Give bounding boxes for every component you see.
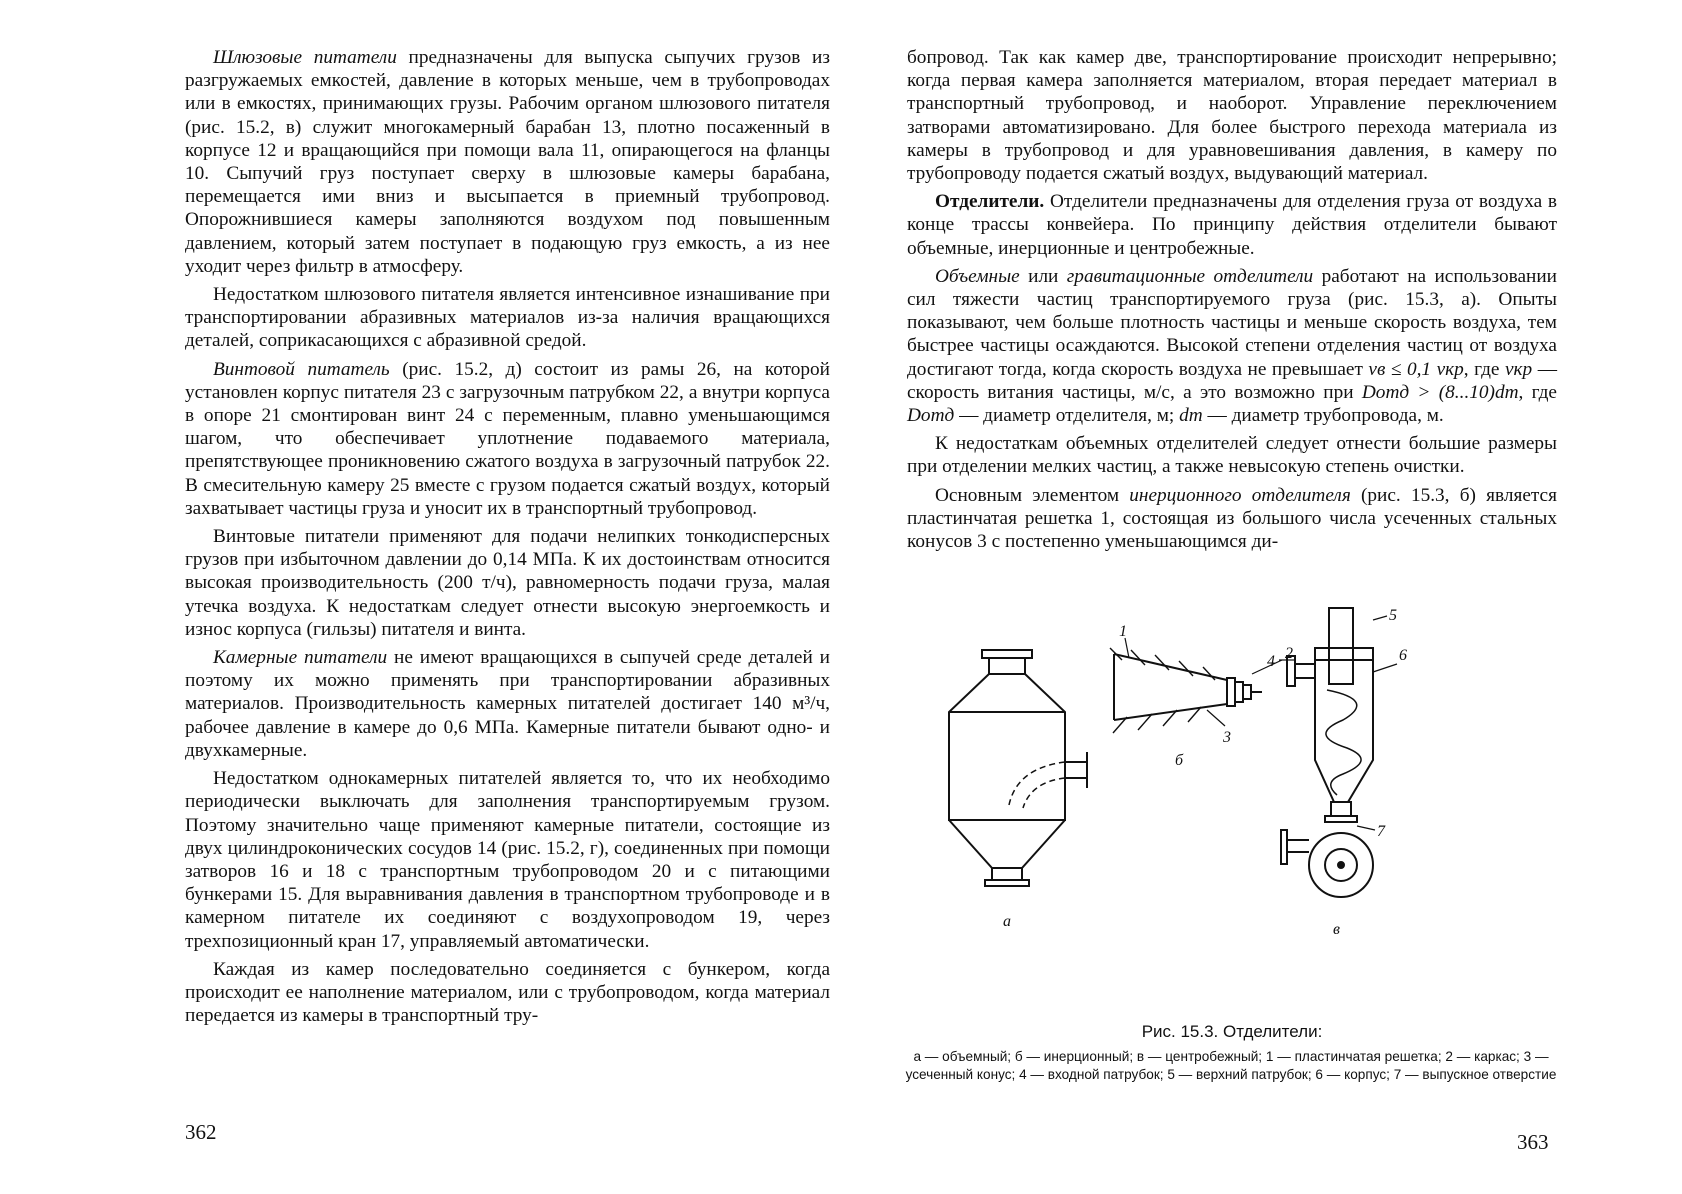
inertial-separator-drawing: [1110, 638, 1282, 733]
formula: vв ≤ 0,1 vкр: [1368, 358, 1464, 380]
figure-label-4: 4: [1267, 653, 1275, 670]
formula: Dотд > (8...10)dт: [1361, 381, 1519, 403]
figure-label-1: 1: [1119, 623, 1127, 640]
page-number: 362: [185, 1120, 217, 1144]
formula: dт: [1179, 405, 1203, 427]
figure-label-2: 2: [1285, 645, 1293, 662]
figure-label-7: 7: [1377, 823, 1385, 840]
paragraph: Недостатком шлюзового питателя является интенсивное изнашивание при транспортировании абразивных материалов из-за наличия вращающихся деталей, соприкасающихся с абразивной средой.: [185, 284, 830, 352]
paragraph: Отделители. Отделители предназначены для отделения груза от воздуха в конце трассы конвейера. По принципу действия отделители бывают объемные, инерционные и центробежные.: [907, 191, 1557, 259]
term-lead: Камерные питатели: [213, 647, 388, 669]
paragraph: Недостатком однокамерных питателей является то, что их необходимо периодически выключать для заполнения транспортируемым грузом. Поэтому значительно чаще применяют камерные питатели, состоящие из двух цилиндроконических сосудов 14 (рис. 15.2, г), соединенных при помощи затворов 16 и 18 с транспортным трубопроводом 20 и с питающими бункерами 15. Для выравнивания давления в транспортном трубопроводе и в камерном питателе их соединяют с воздухопроводом 19, через трехпозиционный кран 17, управляемый автоматически.: [185, 768, 830, 952]
paragraph: Каждая из камер последовательно соединяется с бункером, когда происходит ее наполнение материалом, или с трубопроводом, когда материал передается из камеры в транспортный тру-: [185, 958, 830, 1027]
figure-caption-title: Рис. 15.3. Отделители:: [1141, 1022, 1323, 1041]
paragraph: Объемные или гравитационные отделители работают на использовании сил тяжести частиц транспортируемого груза (рис. 15.3, а). Опыты показывают, чем больше плотность частицы и меньше скорость воздуха, тем быстрее частицы осаждаются. Высокой степени отделения частиц от воздуха достигают тогда, когда скорость воздуха не превышает vв ≤ 0,1 vкр, где vкр — скорость витания частицы, м/с, а это возможно при Dотд > (8...10)dт, где Dотд — диаметр отделителя, м; dт — диаметр трубопровода, м.: [907, 265, 1557, 427]
figure-caption-legend: а — объемный; б — инерционный; в — центробежный; 1 — пластинчатая решетка; 2 — каркас; 3 — усеченный конус; 4 — входной патрубок; 5 — верхний патрубок; 6 — корпус; 7 — выпускное отверстие: [905, 1049, 1557, 1082]
paragraph: Камерные питатели не имеют вращающихся в сыпучей среде деталей и поэтому их можно применять при транспортировании абразивных материалов. Производительность камерных питателей достигает 140 м³/ч, рабочее давление в камере до 0,6 МПа. Камерные питатели бывают одно- и двухкамерные.: [185, 647, 830, 761]
paragraph: Винтовой питатель (рис. 15.2, д) состоит из рамы 26, на которой установлен корпус питателя 23 с загрузочным патрубком 22, а внутри корпуса в опоре 21 смонтирован винт 24 с переменным, плавно уменьшающимся шагом, что обеспечивает уплотнение подаваемого материала, препятствующее проникновению сжатого воздуха в загрузочный патрубок 22. В смесительную камеру 25 вместе с грузом подается сжатый воздух, который захватывает частицы груза и уносит их в транспортный трубопровод.: [185, 358, 831, 519]
volumetric-separator-drawing: [949, 650, 1087, 886]
figure-label-b: б: [1175, 752, 1184, 769]
formula: Dотд: [907, 405, 955, 427]
term-lead: Винтовой питатель: [213, 358, 390, 380]
term-lead: Шлюзовые питатели: [213, 47, 397, 68]
centrifugal-separator-drawing: [1279, 608, 1397, 897]
paragraph: Шлюзовые питатели предназначены для выпуска сыпучих грузов из разгружаемых емкостей, давление в которых меньше, чем в трубопроводах или в емкостях, принимающих грузы. Рабочим органом шлюзового питателя (рис. 15.2, в) служит многокамерный барабан 13, плотно посаженный в корпусе 12 и вращающийся при помощи вала 11, опирающегося на фланцы 10. Сыпучий груз поступает сверху в шлюзовые камеры барабана, перемещается ими вниз и высыпается в приемный трубопровод. Опорожнившиеся камеры заполняются воздухом под повышенным давлением, который затем поступает в подающую груз емкость, а из нее уходит через фильтр в атмосферу.: [185, 47, 830, 277]
figure-label-3: 3: [1223, 729, 1231, 746]
paragraph: бопровод. Так как камер две, транспортирование происходит непрерывно; когда первая камера заполняется материалом, вторая передает материал в транспортный трубопровод, и наоборот. Управление переключением затворами автоматизировано. Для более быстрого перехода материала из камеры в трубопровод и для уравновешивания давления, в камеру по трубопроводу подается сжатый воздух, выдувающий материал.: [907, 47, 1557, 185]
figure-label-5: 5: [1389, 607, 1397, 624]
paragraph: Винтовые питатели применяют для подачи нелипких тонкодисперсных грузов при избыточном давлении до 0,14 МПа. К их достоинствам относится высокая производительность (200 т/ч), равномерность подачи груза, малая утечка воздуха. К недостаткам следует отнести высокую энергоемкость и износ корпуса (гильзы) питателя и винта.: [185, 526, 830, 640]
figure-label-v: в: [1333, 921, 1340, 938]
left-page: [185, 46, 830, 1032]
figure-label-6: 6: [1399, 647, 1407, 664]
page-number: 363: [1517, 1130, 1549, 1154]
section-heading: Отделители.: [935, 191, 1045, 213]
figure-separators: [907, 607, 1557, 1010]
paragraph: Основным элементом инерционного отделителя (рис. 15.3, б) является пластинчатая решетка 1, состоящая из большого числа усеченных стальных конусов 3 с постепенно уменьшающимся ди-: [907, 484, 1557, 553]
formula: vкр: [1504, 358, 1533, 380]
right-page: [907, 46, 1557, 558]
paragraph: К недостаткам объемных отделителей следует отнести большие размеры при отделении мелких частиц, а также невысокую степень очистки.: [907, 433, 1557, 478]
figure-label-a: а: [1003, 913, 1011, 930]
